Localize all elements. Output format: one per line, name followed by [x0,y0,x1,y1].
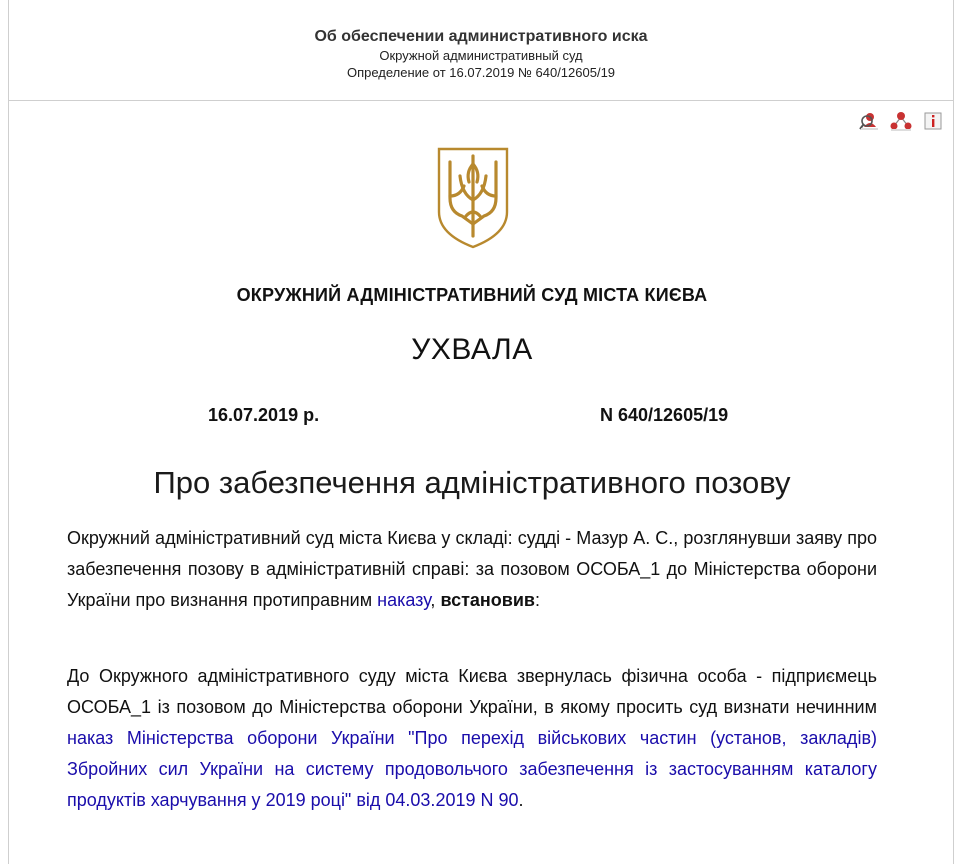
paragraph-2 [67,661,877,816]
document-toolbar [858,111,944,131]
network-icon[interactable] [890,111,912,131]
paragraph-1-comma: , [430,590,436,610]
paragraph-1 [67,523,877,616]
info-icon[interactable] [922,111,944,131]
search-user-icon[interactable] [858,111,880,131]
ruling-verb: встановив [440,590,535,610]
document-date: 16.07.2019 р. [208,405,320,425]
header-court: Окружной административный суд [379,48,583,63]
ministry-order-link[interactable]: наказ Міністерства оборони України "Про перехід військових частин (установ, закладів) Збройних сил України на систему продовольчого забезпечення із застосуванням каталогу продуктів харчування у 2019 році" від 04.03.2019 N 90 [67,728,877,810]
document-number: N 640/12605/19 [600,405,729,425]
document-type: УХВАЛА [411,333,533,366]
order-link[interactable]: наказу [377,590,431,610]
header-title: Об обеспечении административного иска [314,28,648,45]
paragraph-1-end: : [534,590,540,610]
document-header [9,0,953,101]
paragraph-1-text: Окружний адміністративний суд міста Києва у складі: судді - Мазур А. С., розглянувши заяву про забезпечення позову в адміністративній справі: за позовом ОСОБА_1 до Міністерства оборони України про визнання протиправним [67,528,877,610]
trident-emblem [436,146,510,250]
paragraph-2-text: До Окружного адміністративного суду міста Києва звернулась фізична особа - підприємець ОСОБА_1 із позовом до Міністерства оборони України, в якому просить суд визнати нечинним [67,666,877,717]
paragraph-2-end: . [518,790,524,810]
document-subject: Про забезпечення адміністративного позову [153,465,791,500]
court-name: ОКРУЖНИЙ АДМІНІСТРАТИВНИЙ СУД МІСТА КИЄВА [236,285,708,305]
header-ruling: Определение от 16.07.2019 № 640/12605/19 [346,65,616,80]
